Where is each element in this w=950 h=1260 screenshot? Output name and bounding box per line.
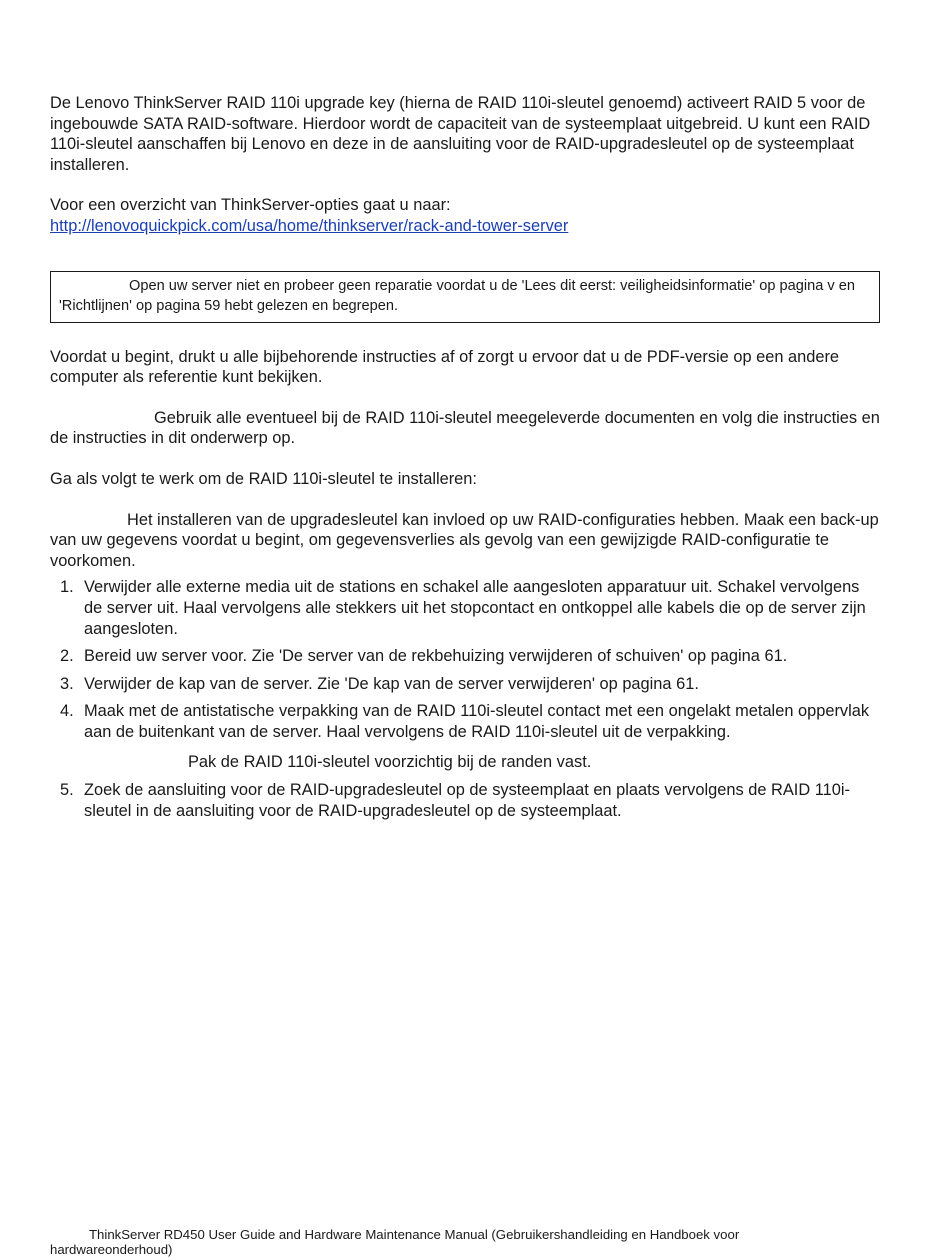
procedure-steps (50, 577, 882, 742)
caution-text (59, 276, 871, 316)
footer-text: ThinkServer RD450 User Guide and Hardware Maintenance Manual (Gebruikershandleiding en Handboek voor hardwareonderhoud) (50, 1227, 740, 1257)
step-4-note: Pak de RAID 110i-sleutel voorzichtig bij de randen vast. (188, 753, 592, 772)
options-text: Voor een overzicht van ThinkServer-opties gaat u naar: (50, 196, 451, 215)
options-link[interactable]: http://lenovoquickpick.com/usa/home/thinkserver/rack-and-tower-server (50, 216, 569, 235)
procedure-intro: Ga als volgt te werk om de RAID 110i-sleutel te installeren: (50, 469, 477, 488)
step-3: 3. Verwijder de kap van de server. Zie 'De kap van de server verwijderen' op pagina 61. (60, 674, 699, 693)
attention-text (50, 510, 882, 572)
step-5: 5. Zoek de aansluiting voor de RAID-upgradesleutel op de systeemplaat en plaats vervolgens de RAID 110i-sleutel in de aansluiting voor de RAID-upgradesleutel op de systeemplaat. (60, 781, 850, 820)
page-footer (50, 1227, 810, 1257)
caution-body: Open uw server niet en probeer geen reparatie voordat u de 'Lees dit eerst: veiligheidsinformatie' op pagina v en 'Richtlijnen' op pagina 59 hebt gelezen en begrepen. (59, 277, 855, 314)
caution-box (50, 271, 880, 323)
document-body (50, 93, 882, 828)
step-1: 1. Verwijder alle externe media uit de stations en schakel alle aangesloten apparatuur uit. Schakel vervolgens de server uit. Haal vervolgens alle stekkers uit het stopcontact en ontkoppel alle kabels die op de server zijn aangesloten. (60, 578, 866, 638)
step-4: 4. Maak met de antistatische verpakking van de RAID 110i-sleutel contact met een ongelakt metalen oppervlak aan de buitenkant van de server. Haal vervolgens de RAID 110i-sleutel uit de verpakking. (60, 702, 870, 741)
step-2: 2. Bereid uw server voor. Zie 'De server van de rekbehuizing verwijderen of schuiven' op pagina 61. (60, 647, 788, 666)
note-docs (50, 408, 882, 449)
note-docs-body: Gebruik alle eventueel bij de RAID 110i-sleutel meegeleverde documenten en volg die instructies en de instructies in dit onderwerp op. (50, 408, 880, 448)
intro-paragraph: De Lenovo ThinkServer RAID 110i upgrade key (hierna de RAID 110i-sleutel genoemd) activeert RAID 5 voor de ingebouwde SATA RAID-software. Hierdoor wordt de capaciteit van de systeemplaat uitgebreid. U kunt een RAID 110i-sleutel aanschaffen bij Lenovo en deze in de aansluiting voor de RAID-upgradesleutel op de systeemplaat installeren. (50, 94, 871, 174)
procedure-steps-continued (50, 780, 882, 821)
attention-body: Het installeren van de upgradesleutel kan invloed op uw RAID-configuraties hebben. Maak een back-up van uw gegevens voordat u begint, om gegevensverlies als gevolg van een gewijzigde RAID-configuratie te voorkomen. (50, 510, 879, 570)
before-begin-text: Voordat u begint, drukt u alle bijbehorende instructies af of zorgt u ervoor dat u de PDF-versie op een andere computer als referentie kunt bekijken. (50, 347, 840, 387)
